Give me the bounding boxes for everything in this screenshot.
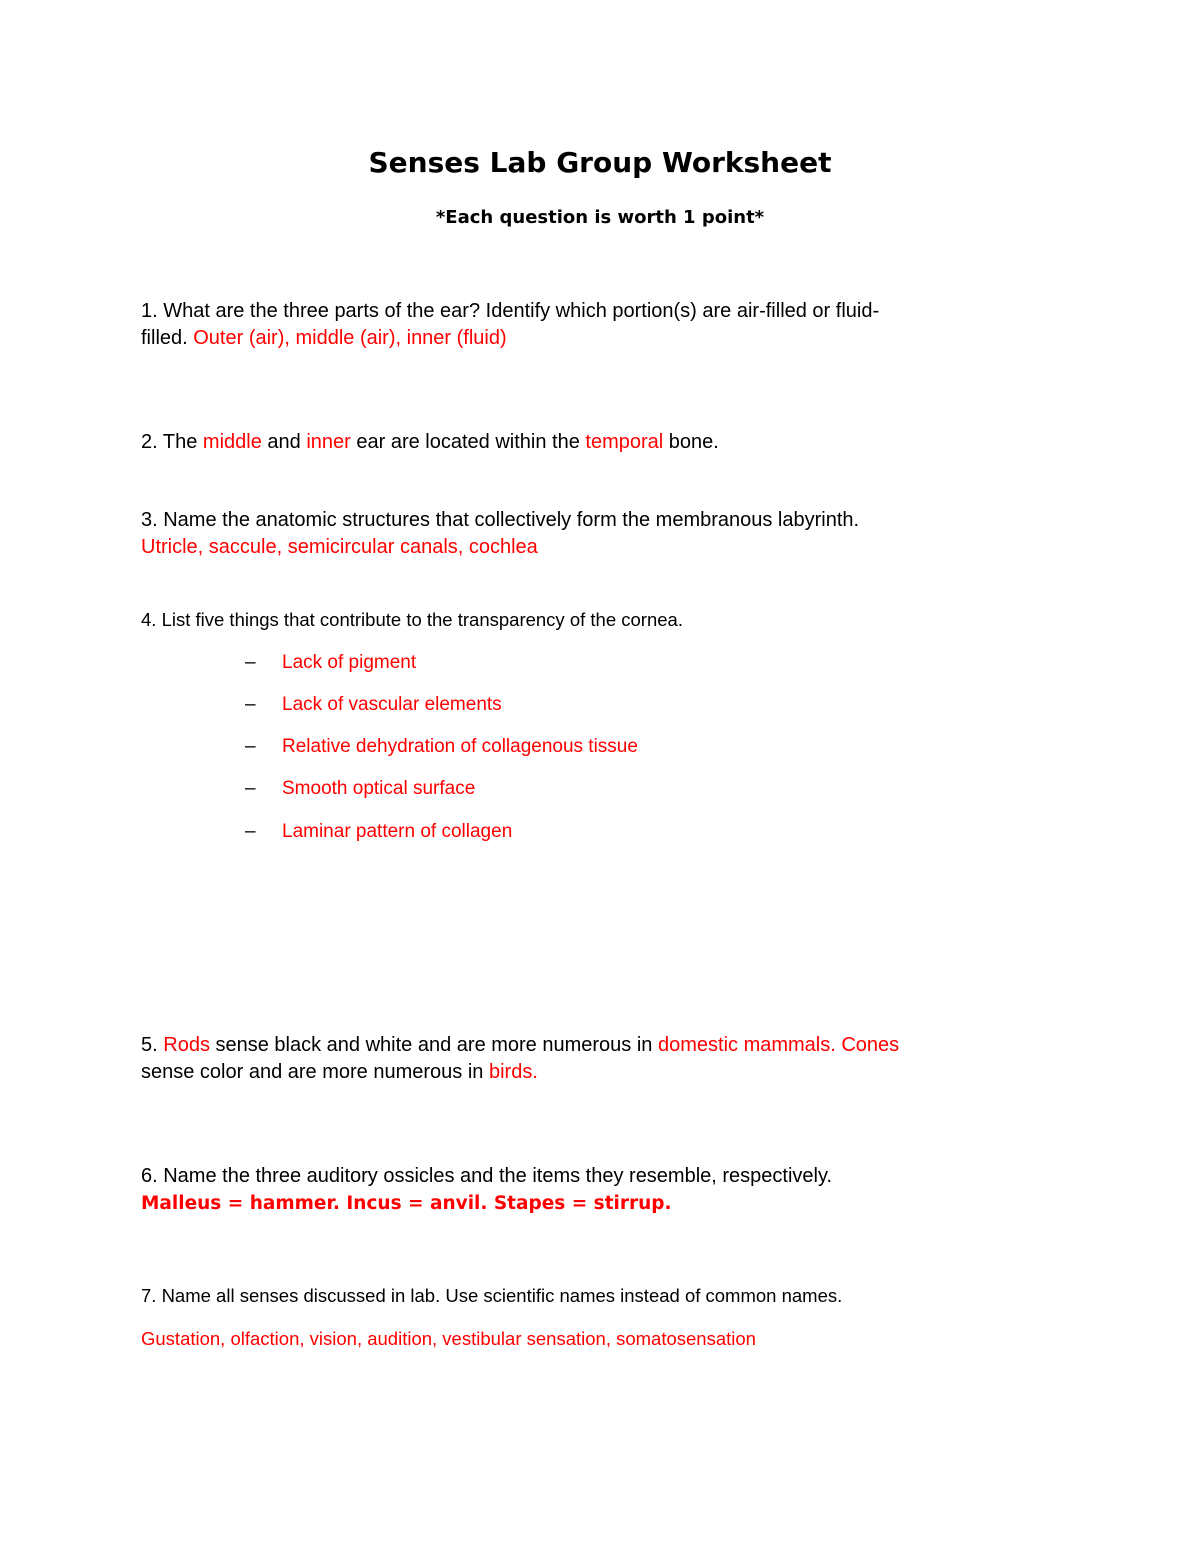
question-7-answer: Gustation, olfaction, vision, audition, vestibular sensation, somatosensation — [141, 1328, 756, 1349]
question-2-answer-3: temporal — [585, 431, 664, 453]
question-3 — [141, 507, 1041, 561]
question-5 — [141, 1032, 1061, 1086]
question-5-answer-1: Rods — [163, 1034, 210, 1056]
page-title: Senses Lab Group Worksheet — [368, 146, 832, 179]
answer-list-item — [245, 649, 945, 676]
question-6 — [141, 1163, 1041, 1217]
question-7-text: 7. Name all senses discussed in lab. Use scientific names instead of common names. — [141, 1285, 843, 1306]
question-5-answer-3: birds. — [488, 1061, 538, 1083]
answer-list-item — [245, 691, 945, 718]
question-2-text-1: and — [261, 431, 307, 453]
question-2-text-3: bone. — [663, 431, 719, 453]
question-2-answer-2: inner — [306, 431, 351, 453]
question-2-text-2: ear are located within the — [350, 431, 586, 453]
page-subtitle: *Each question is worth 1 point* — [435, 207, 765, 228]
answer-list-item-text: Smooth optical surface — [282, 778, 476, 799]
question-3-text: 3. Name the anatomic structures that collectively form the membranous labyrinth. — [141, 509, 860, 531]
question-1-line-2-text: filled. — [141, 327, 194, 349]
answer-list-item-text: Relative dehydration of collagenous tissue — [282, 736, 638, 757]
answer-list-item-text: Lack of vascular elements — [282, 694, 502, 715]
dash-bullet: – — [245, 652, 256, 673]
answer-list-item — [245, 733, 945, 760]
dash-bullet: – — [245, 778, 256, 799]
question-5-text-2: sense color and are more numerous in — [141, 1061, 489, 1083]
question-1 — [141, 298, 1041, 352]
question-1-line-1: 1. What are the three parts of the ear? Identify which portion(s) are air-filled or fluid- — [141, 300, 880, 322]
answer-list-item-text: Lack of pigment — [282, 652, 417, 673]
question-1-answer: Outer (air), middle (air), inner (fluid) — [193, 327, 507, 349]
question-3-answer: Utricle, saccule, semicircular canals, cochlea — [141, 536, 538, 558]
dash-bullet: – — [245, 694, 256, 715]
question-5-answer-2: domestic mammals. Cones — [657, 1034, 900, 1056]
question-5-text-1: sense black and white and are more numerous in — [209, 1034, 658, 1056]
dash-bullet: – — [245, 821, 256, 842]
question-5-line-1 — [141, 1032, 1061, 1059]
question-2 — [141, 429, 1041, 456]
answer-list-item — [245, 818, 945, 845]
answer-list-item — [245, 775, 945, 802]
question-6-answer: Malleus = hammer. Incus = anvil. Stapes = stirrup. — [141, 1193, 672, 1214]
question-6-text: 6. Name the three auditory ossicles and the items they resemble, respectively. — [141, 1165, 833, 1187]
question-5-prefix: 5. — [141, 1034, 164, 1056]
question-1-line-2 — [141, 325, 1041, 352]
dash-bullet: – — [245, 736, 256, 757]
question-2-prefix: 2. The — [141, 431, 203, 453]
question-5-line-2 — [141, 1059, 1061, 1086]
question-2-answer-1: middle — [202, 431, 262, 453]
question-4-text: 4. List five things that contribute to the transparency of the cornea. — [141, 609, 683, 630]
answer-list-item-text: Laminar pattern of collagen — [282, 821, 513, 842]
